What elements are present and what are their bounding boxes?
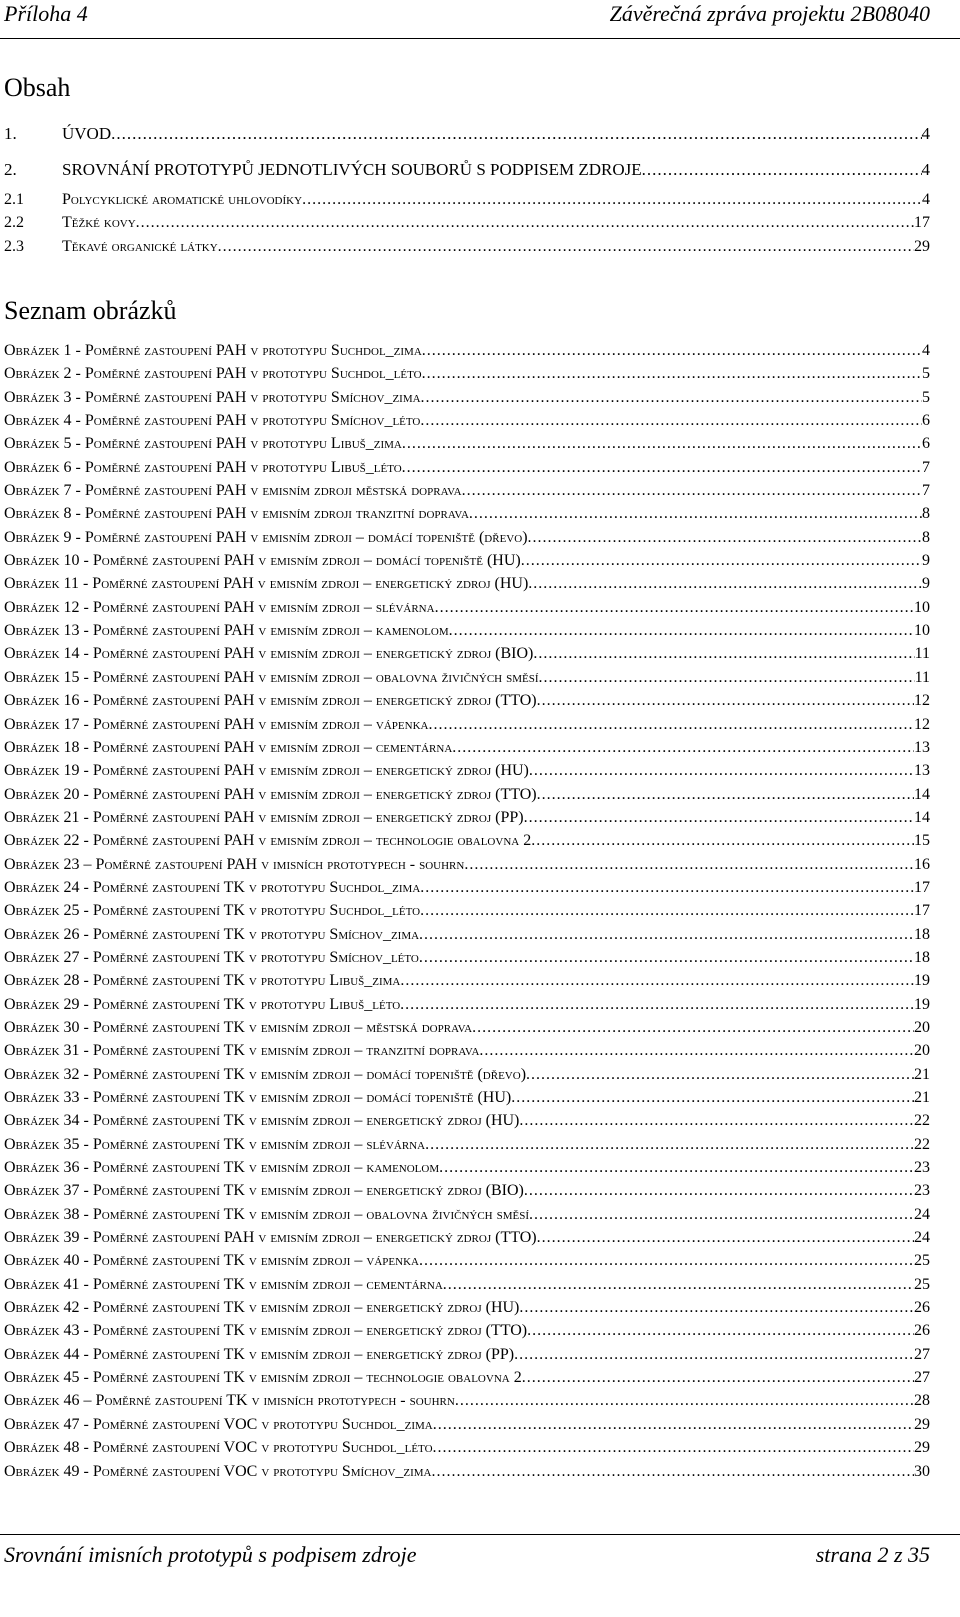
header-rule (0, 38, 960, 39)
page-number: 21 (914, 1089, 930, 1106)
figure-entry-label: Obrázek 35 - Poměrné zastoupení TK v emisním zdroji – slévárna (4, 1135, 426, 1153)
page-number: 17 (914, 214, 930, 232)
dot-leader (522, 1366, 914, 1389)
dot-leader (402, 456, 922, 479)
figure-entry[interactable] (4, 1156, 930, 1179)
dot-leader (425, 1133, 914, 1156)
dot-leader (428, 713, 914, 736)
figure-entry-label: Obrázek 22 - Poměrné zastoupení PAH v emisním zdroji – technologie obalovna 2 (4, 832, 532, 850)
dot-leader (528, 572, 922, 595)
dot-leader (421, 386, 922, 409)
figure-entry-label: Obrázek 8 - Poměrné zastoupení PAH v emisním zdroji tranzitní doprava (4, 505, 469, 523)
dot-leader (432, 1460, 915, 1483)
page-number: 21 (914, 1065, 930, 1083)
figure-entry[interactable] (4, 409, 930, 432)
figure-entry[interactable] (4, 502, 930, 525)
figure-entry[interactable] (4, 1133, 930, 1156)
figure-entry[interactable] (4, 1226, 930, 1249)
figure-entry-label: Obrázek 19 - Poměrné zastoupení PAH v emisním zdroji – energetický zdroj (HU) (4, 762, 529, 780)
dot-leader (527, 1319, 914, 1342)
figure-entry-label: Obrázek 29 - Poměrné zastoupení TK v prototypu Libuš_léto (4, 995, 401, 1013)
page-number: 20 (914, 1042, 930, 1060)
page-number: 4 (921, 124, 930, 143)
figure-entry[interactable] (4, 759, 930, 782)
page-number: 19 (914, 972, 930, 990)
figure-entry-label: Obrázek 45 - Poměrné zastoupení TK v emisním zdroji – technologie obalovna 2 (4, 1369, 522, 1387)
figure-entry[interactable] (4, 1366, 930, 1389)
figure-entry[interactable] (4, 1039, 930, 1062)
page-number: 29 (914, 1439, 930, 1457)
page-number: 18 (914, 948, 930, 966)
dot-leader (435, 596, 914, 619)
figure-entry[interactable] (4, 619, 930, 642)
dot-leader (420, 876, 914, 899)
figure-entry[interactable] (4, 899, 930, 922)
figure-entry[interactable] (4, 479, 930, 502)
page-number: 9 (922, 552, 930, 570)
dot-leader (519, 1296, 914, 1319)
figure-entry[interactable] (4, 1413, 930, 1436)
toc-entry[interactable] (4, 116, 930, 152)
toc-entry-label: Polycyklické aromatické uhlovodíky (62, 191, 303, 208)
dot-leader (422, 339, 922, 362)
figure-entry[interactable] (4, 829, 930, 852)
page-number: 25 (914, 1252, 930, 1270)
dot-leader (464, 853, 914, 876)
toc-entry-number: 1. (4, 124, 17, 143)
figure-entry[interactable] (4, 432, 930, 455)
page-number: 7 (922, 458, 930, 476)
page-number: 26 (914, 1322, 930, 1340)
dot-leader (472, 1016, 914, 1039)
figure-entry-label: Obrázek 23 – Poměrné zastoupení PAH v imisních prototypech - souhrn (4, 855, 465, 873)
figure-entry-label: Obrázek 41 - Poměrné zastoupení TK v emisním zdroji – cementárna (4, 1275, 443, 1293)
page-number: 16 (914, 855, 930, 873)
header-left: Příloha 4 (4, 1, 88, 26)
figure-entry-label: Obrázek 26 - Poměrné zastoupení TK v prototypu Smíchov_zima (4, 925, 420, 943)
figure-entry[interactable] (4, 923, 930, 946)
dot-leader (136, 211, 914, 234)
page-number: 4 (922, 191, 930, 208)
figure-entry-label: Obrázek 12 - Poměrné zastoupení PAH v emisním zdroji – slévárna (4, 598, 435, 616)
page-number: 13 (914, 738, 930, 756)
figure-entry[interactable] (4, 642, 930, 665)
page-number: 6 (922, 412, 930, 430)
figure-entry[interactable] (4, 1179, 930, 1202)
dot-leader (514, 1343, 914, 1366)
dot-leader (524, 806, 914, 829)
figures-title: Seznam obrázků (4, 296, 177, 325)
figure-entry[interactable] (4, 806, 930, 829)
figure-entry[interactable] (4, 1203, 930, 1226)
page-number: 22 (914, 1112, 930, 1130)
figure-entry-label: Obrázek 47 - Poměrné zastoupení VOC v prototypu Suchdol_zima (4, 1415, 433, 1433)
page-number: 29 (914, 1415, 930, 1433)
figure-entry[interactable] (4, 876, 930, 899)
figure-entry[interactable] (4, 339, 930, 362)
dot-leader (531, 829, 914, 852)
figure-entry-label: Obrázek 7 - Poměrné zastoupení PAH v emisním zdroji městská doprava (4, 482, 462, 500)
footer-right: strana 2 z 35 (815, 1542, 930, 1567)
figure-entry[interactable] (4, 456, 930, 479)
dot-leader (462, 479, 922, 502)
figure-entry-label: Obrázek 13 - Poměrné zastoupení PAH v emisním zdroji – kamenolom (4, 622, 449, 640)
page-number: 15 (914, 832, 930, 850)
page-number: 14 (914, 808, 930, 826)
figure-entry[interactable] (4, 783, 930, 806)
figure-entry[interactable] (4, 1296, 930, 1319)
figure-entry[interactable] (4, 1389, 930, 1412)
dot-leader (537, 1226, 914, 1249)
figure-entry-label: Obrázek 5 - Poměrné zastoupení PAH v prototypu Libuš_zima (4, 435, 402, 453)
page-number: 25 (914, 1275, 930, 1293)
dot-leader (526, 1063, 914, 1086)
figure-entry-label: Obrázek 48 - Poměrné zastoupení VOC v prototypu Suchdol_léto (4, 1439, 433, 1457)
page-number: 11 (914, 645, 930, 663)
figure-entry-label: Obrázek 40 - Poměrné zastoupení TK v emisním zdroji – vápenka (4, 1252, 419, 1270)
figure-entry-label: Obrázek 49 - Poměrné zastoupení VOC v prototypu Smíchov_zima (4, 1462, 432, 1480)
dot-leader (420, 899, 914, 922)
figure-entry[interactable] (4, 1109, 930, 1132)
dot-leader (537, 783, 914, 806)
page-number: 17 (914, 902, 930, 920)
figure-entry-label: Obrázek 27 - Poměrné zastoupení TK v prototypu Smíchov_léto (4, 948, 419, 966)
figure-entry-label: Obrázek 24 - Poměrné zastoupení TK v prototypu Suchdol_zima (4, 878, 421, 896)
figure-entry[interactable] (4, 689, 930, 712)
figure-entry-label: Obrázek 31 - Poměrné zastoupení TK v emisním zdroji – tranzitní doprava (4, 1042, 480, 1060)
dot-leader (419, 1249, 914, 1272)
dot-leader (539, 666, 915, 689)
page-number: 28 (914, 1392, 930, 1410)
dot-leader (402, 432, 922, 455)
page-number: 14 (914, 785, 930, 803)
dot-leader (479, 1039, 914, 1062)
figure-entry[interactable] (4, 1319, 930, 1342)
figure-entry-label: Obrázek 28 - Poměrné zastoupení TK v prototypu Libuš_zima (4, 972, 401, 990)
footer-rule (0, 1534, 960, 1535)
page-number: 23 (914, 1159, 930, 1177)
figure-entry-label: Obrázek 34 - Poměrné zastoupení TK v emisním zdroji – energetický zdroj (HU) (4, 1112, 520, 1130)
figure-entry-label: Obrázek 15 - Poměrné zastoupení PAH v emisním zdroji – obalovna živičných směsí (4, 668, 539, 686)
figure-entry[interactable] (4, 386, 930, 409)
page-number: 26 (914, 1299, 930, 1317)
figure-entry-label: Obrázek 20 - Poměrné zastoupení PAH v emisním zdroji – energetický zdroj (TTO) (4, 785, 537, 803)
figure-entry[interactable] (4, 736, 930, 759)
figure-entry-label: Obrázek 25 - Poměrné zastoupení TK v prototypu Suchdol_léto (4, 902, 421, 920)
page-number: 30 (914, 1462, 930, 1480)
toc-entry-number: 2. (4, 160, 17, 179)
toc-entry-label: ÚVOD (62, 124, 112, 143)
figure-entry[interactable] (4, 362, 930, 385)
dot-leader (400, 969, 914, 992)
figure-entry-label: Obrázek 10 - Poměrné zastoupení PAH v emisním zdroji – domácí topeniště (HU) (4, 552, 521, 570)
toc-entry[interactable] (4, 188, 930, 211)
figure-entry-label: Obrázek 37 - Poměrné zastoupení TK v emisním zdroji – energetický zdroj (BIO) (4, 1182, 524, 1200)
dot-leader (218, 235, 914, 258)
dot-leader (443, 1273, 914, 1296)
dot-leader (519, 1109, 914, 1132)
dot-leader (533, 642, 914, 665)
page-number: 10 (914, 622, 930, 640)
figure-entry-label: Obrázek 17 - Poměrné zastoupení PAH v emisním zdroji – vápenka (4, 715, 429, 733)
figure-entry-label: Obrázek 30 - Poměrné zastoupení TK v emisním zdroji – městská doprava (4, 1018, 473, 1036)
figure-entry[interactable] (4, 666, 930, 689)
toc-entry[interactable] (4, 235, 930, 258)
figure-entry-label: Obrázek 6 - Poměrné zastoupení PAH v prototypu Libuš_léto (4, 458, 402, 476)
toc-entry-label: Těkavé organické látky (62, 237, 218, 255)
page-number: 24 (914, 1229, 930, 1247)
figure-entry[interactable] (4, 1460, 930, 1483)
dot-leader (302, 188, 922, 211)
page-number: 8 (922, 505, 930, 523)
figure-entry[interactable] (4, 969, 930, 992)
page-number: 4 (921, 160, 930, 179)
page-number: 27 (914, 1345, 930, 1363)
figure-entry[interactable] (4, 572, 930, 595)
figure-entry-label: Obrázek 21 - Poměrné zastoupení PAH v emisním zdroji – energetický zdroj (PP) (4, 808, 524, 826)
figure-entry[interactable] (4, 713, 930, 736)
page-number: 20 (914, 1018, 930, 1036)
figure-entry-label: Obrázek 43 - Poměrné zastoupení TK v emisním zdroji – energetický zdroj (TTO) (4, 1322, 528, 1340)
figure-entry-label: Obrázek 1 - Poměrné zastoupení PAH v prototypu Suchdol_zima (4, 342, 422, 359)
figure-entry[interactable] (4, 1063, 930, 1086)
toc-entry-label: Těžké kovy (62, 214, 136, 232)
figure-entry-label: Obrázek 11 - Poměrné zastoupení PAH v emisním zdroji – energetický zdroj (HU) (4, 575, 529, 593)
figure-entry[interactable] (4, 1016, 930, 1039)
page-number: 24 (914, 1205, 930, 1223)
figure-entry[interactable] (4, 853, 930, 876)
contents-list (4, 116, 930, 258)
toc-entry-number: 2.3 (4, 237, 24, 255)
dot-leader (422, 362, 922, 385)
figure-entry-label: Obrázek 18 - Poměrné zastoupení PAH v emisním zdroji – cementárna (4, 738, 453, 756)
dot-leader (537, 689, 914, 712)
figure-entry-label: Obrázek 42 - Poměrné zastoupení TK v emisním zdroji – energetický zdroj (HU) (4, 1299, 520, 1317)
dot-leader (452, 736, 914, 759)
figure-entry-label: Obrázek 46 – Poměrné zastoupení TK v imisních prototypech - souhrn (4, 1392, 455, 1410)
page-number: 29 (914, 237, 930, 255)
dot-leader (529, 1203, 914, 1226)
figure-entry-label: Obrázek 36 - Poměrné zastoupení TK v emisním zdroji – kamenolom (4, 1159, 440, 1177)
figure-entry[interactable] (4, 1086, 930, 1109)
page-number: 9 (922, 575, 930, 593)
dot-leader (420, 409, 922, 432)
page-number: 5 (922, 388, 930, 406)
dot-leader (433, 1413, 914, 1436)
dot-leader (455, 1389, 914, 1412)
figure-entry-label: Obrázek 33 - Poměrné zastoupení TK v emisním zdroji – domácí topeniště (HU) (4, 1089, 512, 1106)
dot-leader (439, 1156, 914, 1179)
figure-entry[interactable] (4, 1249, 930, 1272)
page-number: 12 (914, 715, 930, 733)
figure-entry-label: Obrázek 9 - Poměrné zastoupení PAH v emisním zdroji – domácí topeniště (dřevo) (4, 528, 528, 546)
page-header (0, 0, 960, 48)
dot-leader (419, 923, 914, 946)
page-number: 17 (914, 878, 930, 896)
page-number: 19 (914, 995, 930, 1013)
page-number: 6 (922, 435, 930, 453)
dot-leader (111, 116, 921, 152)
page-number: 11 (914, 668, 930, 686)
figure-entry[interactable] (4, 946, 930, 969)
figure-entry-label: Obrázek 14 - Poměrné zastoupení PAH v emisním zdroji – energetický zdroj (BIO) (4, 645, 534, 663)
figure-entry[interactable] (4, 1436, 930, 1459)
dot-leader (419, 946, 914, 969)
toc-entry-number: 2.2 (4, 214, 24, 232)
figure-entry-label: Obrázek 4 - Poměrné zastoupení PAH v prototypu Smíchov_léto (4, 412, 421, 430)
figure-entry[interactable] (4, 1273, 930, 1296)
dot-leader (521, 549, 922, 572)
page-number: 27 (914, 1369, 930, 1387)
dot-leader (524, 1179, 914, 1202)
figure-entry-label: Obrázek 2 - Poměrné zastoupení PAH v prototypu Suchdol_léto (4, 365, 422, 383)
toc-entry-number: 2.1 (4, 191, 24, 208)
page-number: 23 (914, 1182, 930, 1200)
page-number: 13 (914, 762, 930, 780)
dot-leader (469, 502, 922, 525)
page-footer (0, 1532, 960, 1617)
figure-entry[interactable] (4, 596, 930, 619)
figures-list (4, 339, 930, 1483)
figure-entry[interactable] (4, 993, 930, 1016)
page-number: 18 (914, 925, 930, 943)
dot-leader (642, 152, 922, 188)
header-right: Závěrečná zpráva projektu 2B08040 (609, 1, 930, 26)
dot-leader (511, 1086, 914, 1109)
figure-entry[interactable] (4, 549, 930, 572)
dot-leader (433, 1436, 914, 1459)
page-number: 7 (922, 482, 930, 500)
toc-entry-label: SROVNÁNÍ PROTOTYPŮ JEDNOTLIVÝCH SOUBORŮ S PODPISEM ZDROJE (62, 160, 642, 179)
figure-entry[interactable] (4, 526, 930, 549)
page-number: 22 (914, 1135, 930, 1153)
page-number: 4 (922, 342, 930, 359)
dot-leader (400, 993, 914, 1016)
figure-entry-label: Obrázek 32 - Poměrné zastoupení TK v emisním zdroji – domácí topeniště (dřevo) (4, 1065, 527, 1083)
dot-leader (529, 759, 914, 782)
page-number: 10 (914, 598, 930, 616)
figure-entry-label: Obrázek 16 - Poměrné zastoupení PAH v emisním zdroji – energetický zdroj (TTO) (4, 692, 537, 710)
toc-entry[interactable] (4, 211, 930, 234)
page-number: 5 (922, 365, 930, 383)
dot-leader (449, 619, 914, 642)
figure-entry-label: Obrázek 3 - Poměrné zastoupení PAH v prototypu Smíchov_zima (4, 388, 421, 406)
toc-entry[interactable] (4, 152, 930, 188)
page-number: 12 (914, 692, 930, 710)
figure-entry-label: Obrázek 38 - Poměrné zastoupení TK v emisním zdroji – obalovna živičných směsí (4, 1205, 530, 1223)
page-number: 8 (922, 528, 930, 546)
figure-entry[interactable] (4, 1343, 930, 1366)
contents-title: Obsah (4, 73, 71, 102)
footer-left: Srovnání imisních prototypů s podpisem zdroje (4, 1542, 417, 1567)
figure-entry-label: Obrázek 39 - Poměrné zastoupení PAH v emisním zdroji – energetický zdroj (TTO) (4, 1229, 537, 1247)
figure-entry-label: Obrázek 44 - Poměrné zastoupení TK v emisním zdroji – energetický zdroj (PP) (4, 1345, 515, 1363)
dot-leader (528, 526, 922, 549)
